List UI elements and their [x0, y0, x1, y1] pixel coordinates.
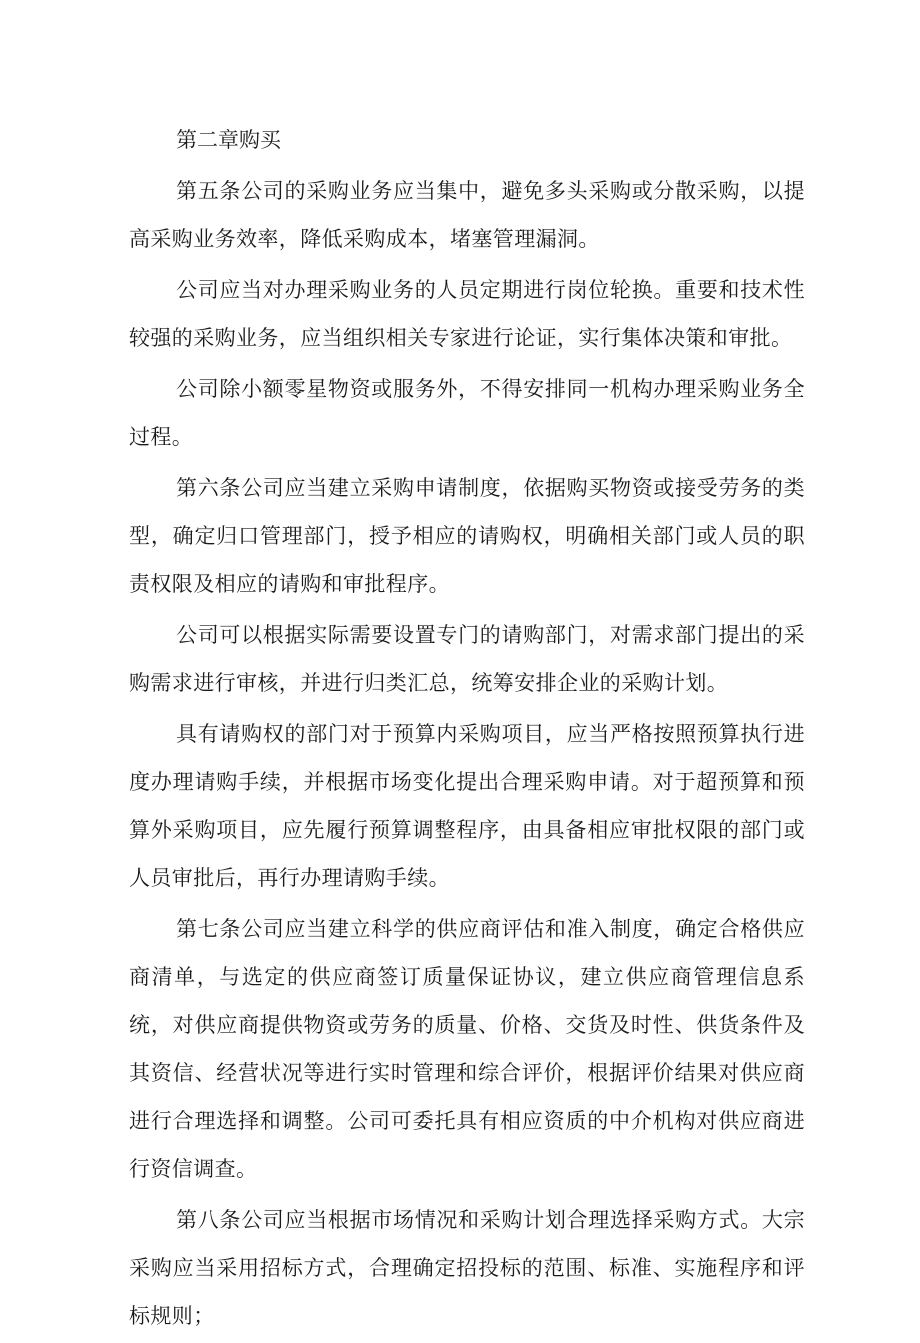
document-body: [129, 116, 805, 1343]
paragraph-budget-requisition: 具有请购权的部门对于预算内采购项目，应当严格按照预算执行进度办理请购手续，并根据市场变化提出合理采购申请。对于超预算和预算外采购项目，应先履行预算调整程序，由具备相应审批权限的部门或人员审批后，再行办理请购手续。: [129, 722, 805, 890]
paragraph-requisition-department: 公司可以根据实际需要设置专门的请购部门，对需求部门提出的采购需求进行审核，并进行归类汇总，统筹安排企业的采购计划。: [129, 623, 805, 695]
paragraph-article-6: 第六条公司应当建立采购申请制度，依据购买物资或接受劳务的类型，确定归口管理部门，授予相应的请购权，明确相关部门或人员的职责权限及相应的请购和审批程序。: [129, 476, 805, 596]
paragraph-article-5: 第五条公司的采购业务应当集中，避免多头采购或分散采购，以提高采购业务效率，降低采购成本，堵塞管理漏洞。: [129, 179, 805, 251]
paragraph-job-rotation: 公司应当对办理采购业务的人员定期进行岗位轮换。重要和技术性较强的采购业务，应当组织相关专家进行论证，实行集体决策和审批。: [129, 278, 805, 350]
paragraph-article-7: 第七条公司应当建立科学的供应商评估和准入制度，确定合格供应商清单，与选定的供应商签订质量保证协议，建立供应商管理信息系统，对供应商提供物资或劳务的质量、价格、交货及时性、供货条件及其资信、经营状况等进行实时管理和综合评价，根据评价结果对供应商进行合理选择和调整。公司可委托具有相应资质的中介机构对供应商进行资信调查。: [129, 917, 805, 1181]
paragraph-article-8: 第八条公司应当根据市场情况和采购计划合理选择采购方式。大宗采购应当采用招标方式，合理确定招投标的范围、标准、实施程序和评标规则；: [129, 1208, 805, 1328]
chapter-title: 第二章购买: [176, 128, 281, 152]
paragraph-single-agency: 公司除小额零星物资或服务外，不得安排同一机构办理采购业务全过程。: [129, 377, 805, 449]
